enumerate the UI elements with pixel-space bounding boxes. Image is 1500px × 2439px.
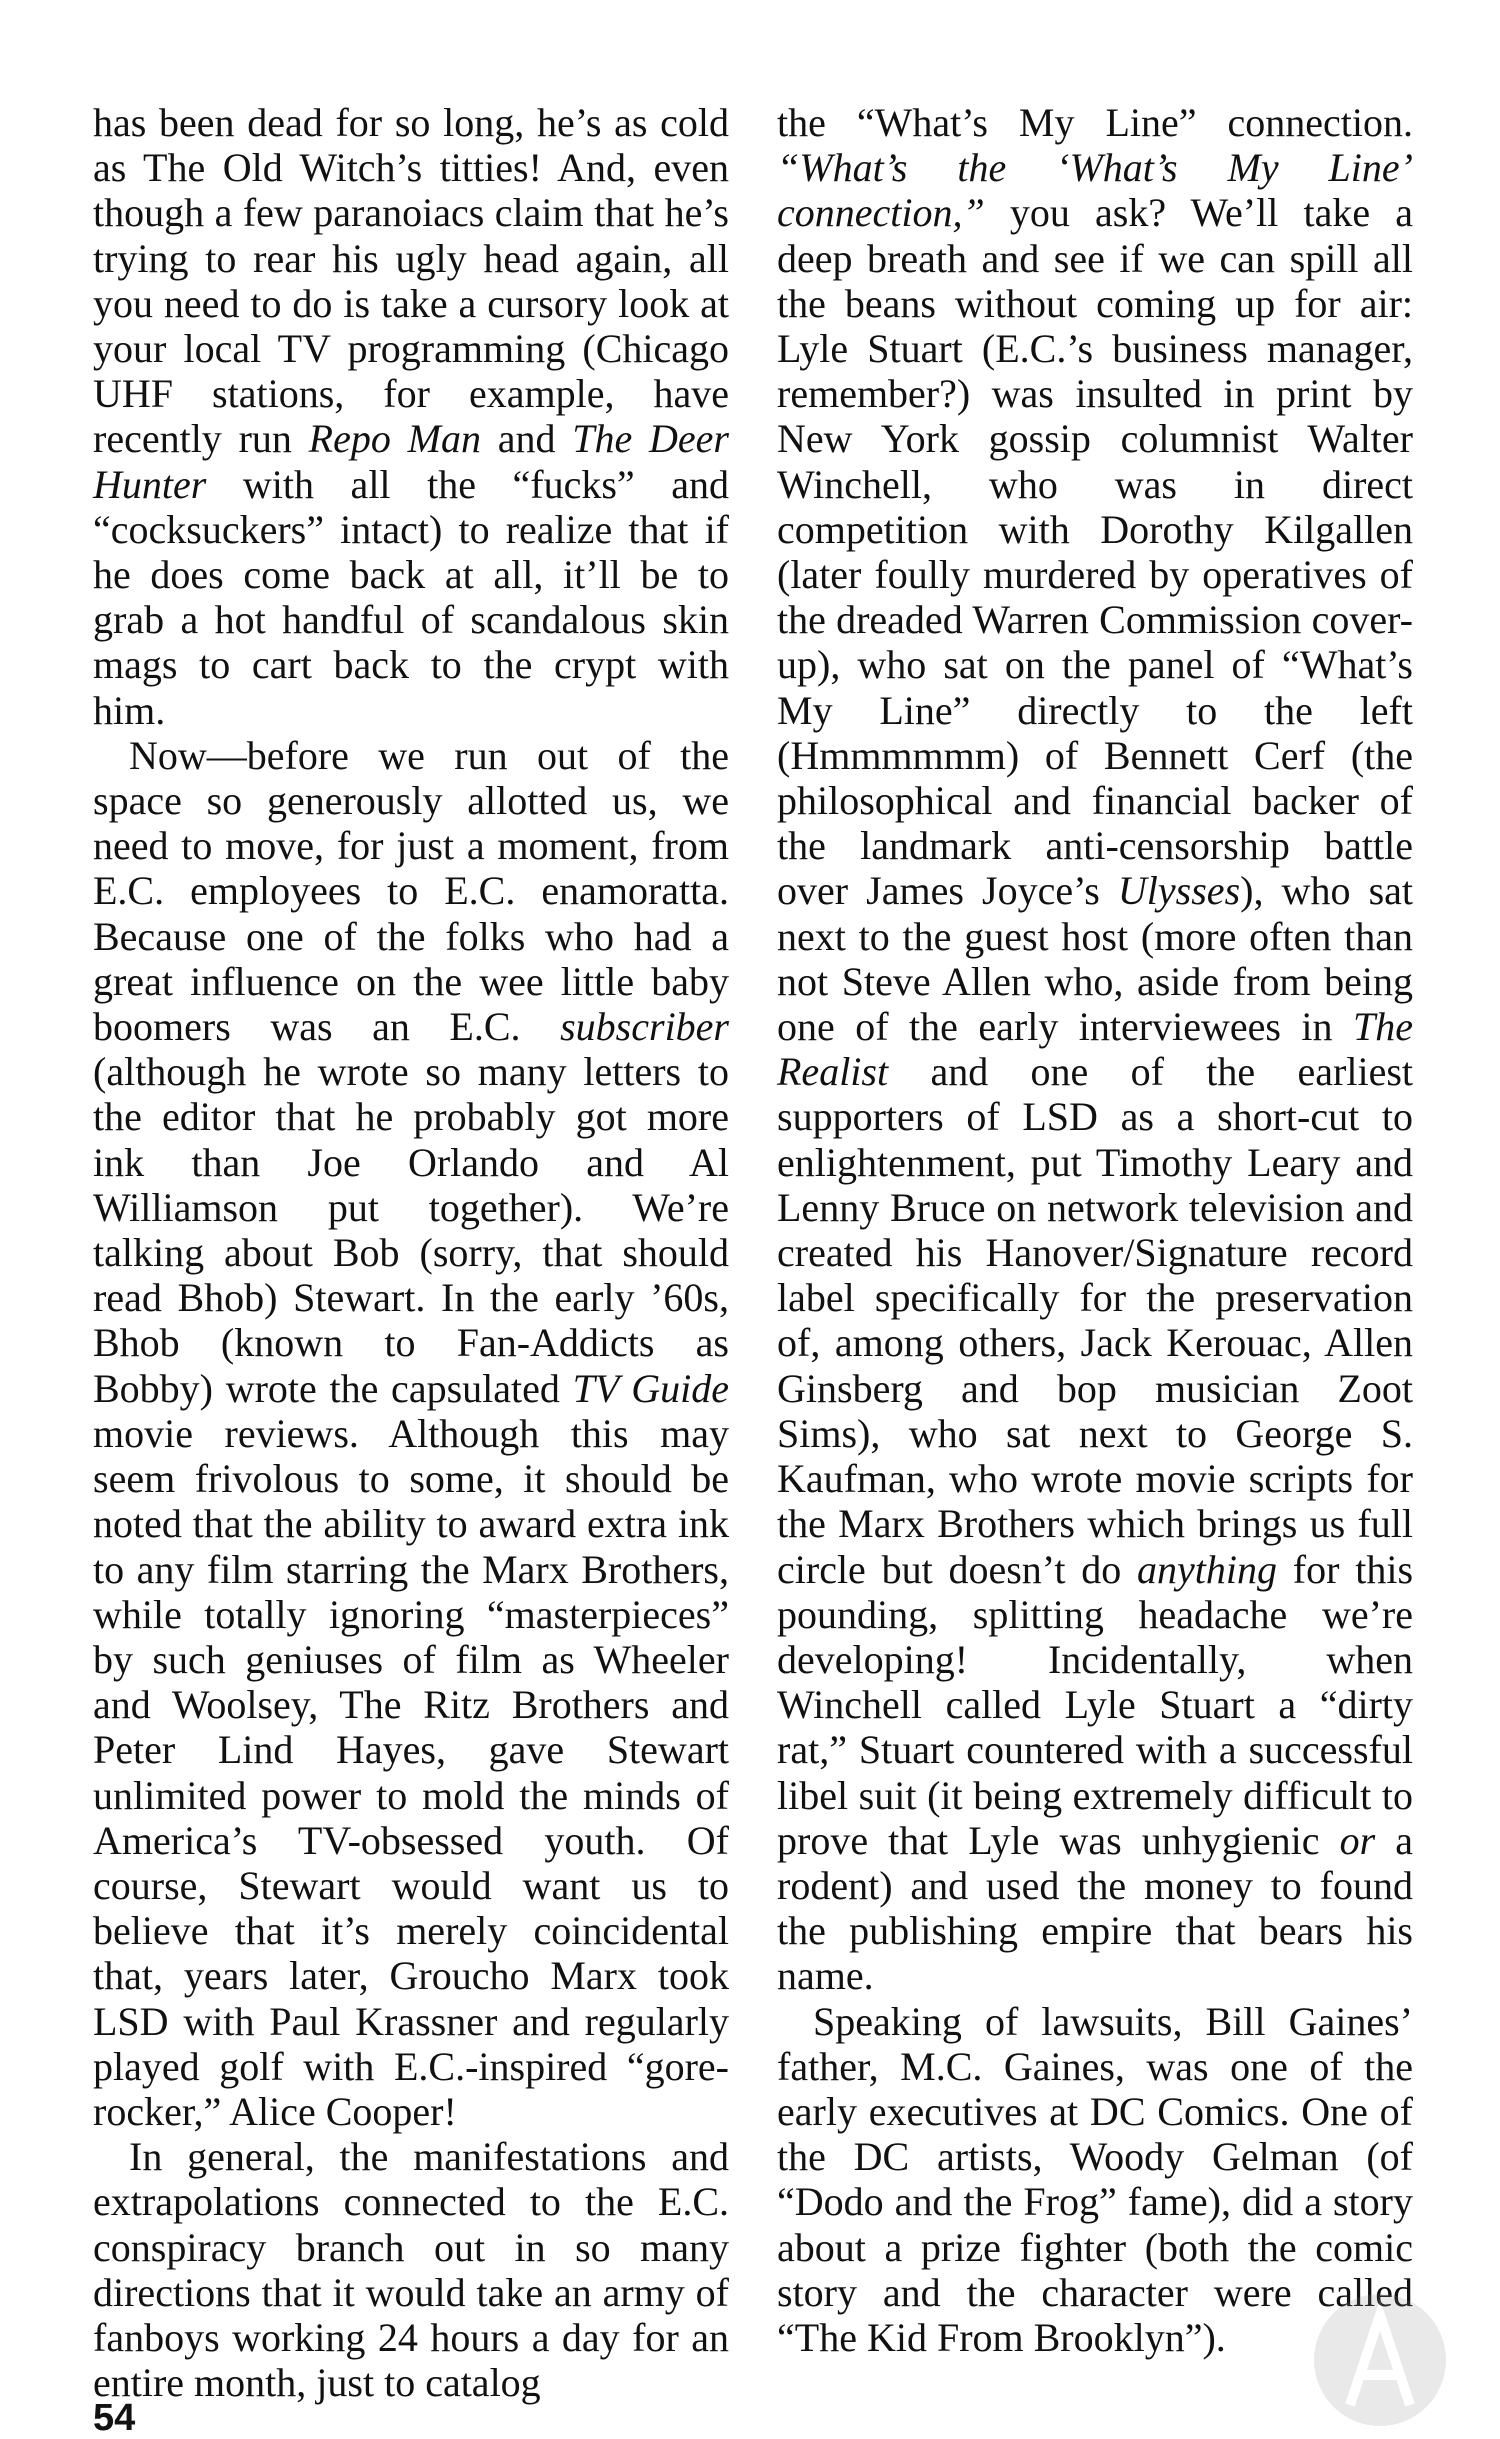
left-paragraph-3 [93,2134,729,2405]
italic-title-repo-man: Repo Man [308,416,481,462]
italic-word-subscriber: subscriber [560,1004,729,1050]
text-run: movie reviews. Although this may seem frivolous to some, it should be noted that the ability to award extra ink to any film starring the Marx Brothers, while totally ignoring “masterpieces” by such geniuses of film as Wheeler and Woolsey, The Ritz Brothers and Peter Lind Hayes, gave Stewart unlimited power to mold the minds of America’s TV-obsessed youth. Of course, Stewart would want us to believe that it’s merely coincidental that, years later, Groucho Marx took LSD with Paul Krassner and regularly played golf with E.C.-inspired “gore-rocker,” Alice Cooper! [93,1410,729,2134]
italic-word-anything: anything [1137,1546,1278,1592]
italic-title-tv-guide: TV Guide [572,1365,729,1411]
italic-word-or: or [1339,1817,1376,1863]
text-run: Now—before we run out of the space so generously allotted us, we need to move, for just a moment, from E.C. employees to E.C. enamoratta. Because one of the folks who had a great influence on the wee little baby boomers was an E.C. [93,732,729,1050]
text-run: (although he wrote so many letters to the editor that he probably got more ink than Joe Orlando and Al Williamson put together). We’re talking about Bob (sorry, that should read Bhob) Stewart. In the early ’60s, Bhob (known to Fan-Addicts as Bobby) wrote the capsulated [93,1049,729,1411]
text-run: Speaking of lawsuits, Bill Gaines’ father, M.C. Gaines, was one of the early executives at DC Comics. One of the DC artists, Woody Gelman (of “Dodo and the Frog” fame), did a story about a prize fighter (both the comic story and the character were called “The Kid From Brooklyn”). [777,1998,1413,2360]
left-text-column [93,100,729,2405]
watermark-logo-icon [1300,2290,1460,2430]
italic-question: “What’s the ‘What’s My Line’ connection,” [777,145,1413,236]
italic-title-ulysses: Ulysses [1117,868,1241,914]
text-run: with all the “fucks” and “cocksuckers” intact) to realize that if he does come back at all, it’ll be to grab a hot handful of scandalous skin mags to cart back to the crypt with him. [93,461,729,733]
text-run: for this pounding, splitting headache we’re developing! Incidentally, when Winchell called Lyle Stuart a “dirty rat,” Stuart countered with a successful libel suit (it being extremely difficult to prove that Lyle was unhygienic [777,1546,1414,1863]
page-number: 54 [93,2397,136,2439]
left-paragraph-1 [93,100,729,733]
text-run: the “What’s My Line” connection. [777,100,1413,145]
text-run: and [480,416,573,462]
text-run: has been dead for so long, he’s as cold as The Old Witch’s titties! And, even though a few paranoiacs claim that he’s trying to rear his ugly head again, all you need to do is take a cursory look at your local TV programming (Chicago UHF stations, for example, have recently run [93,100,729,462]
right-paragraph-1 [777,100,1413,1999]
text-run: a rodent) and used the money to found the publishing empire that bears his name. [777,1817,1413,1999]
italic-title-the-realist: The Realist [777,1004,1413,1095]
text-run: you ask? We’ll take a deep breath and see if we can spill all the beans without coming up for air: Lyle Stuart (E.C.’s business manager, remember?) was insulted in print by New York gossip columnist Walter Winchell, who was in direct competition with Dorothy Kilgallen (later foully murdered by operatives of the dreaded Warren Commission cover-up), who sat on the panel of “What’s My Line” directly to the left (Hmmmmmm) of Bennett Cerf (the philosophical and financial backer of the landmark anti-censorship battle over James Joyce’s [777,190,1413,914]
italic-title-deer-hunter: The Deer Hunter [93,416,729,507]
right-text-column [777,100,1413,2360]
text-run: ), who sat next to the guest host (more often than not Steve Allen who, aside from being one of the early interviewees in [777,868,1413,1050]
text-run: In general, the manifestations and extrapolations connected to the E.C. conspiracy branch out in so many directions that it would take an army of fanboys working 24 hours a day for an entire month, just to catalog [93,2134,729,2406]
left-paragraph-2 [93,733,729,2134]
text-run: and one of the earliest supporters of LSD as a short-cut to enlightenment, put Timothy Leary and Lenny Bruce on network television and created his Hanover/Signature record label specifically for the preservation of, among others, Jack Kerouac, Allen Ginsberg and bop musician Zoot Sims), who sat next to George S. Kaufman, who wrote movie scripts for the Marx Brothers which brings us full circle but doesn’t do [777,1049,1413,1592]
